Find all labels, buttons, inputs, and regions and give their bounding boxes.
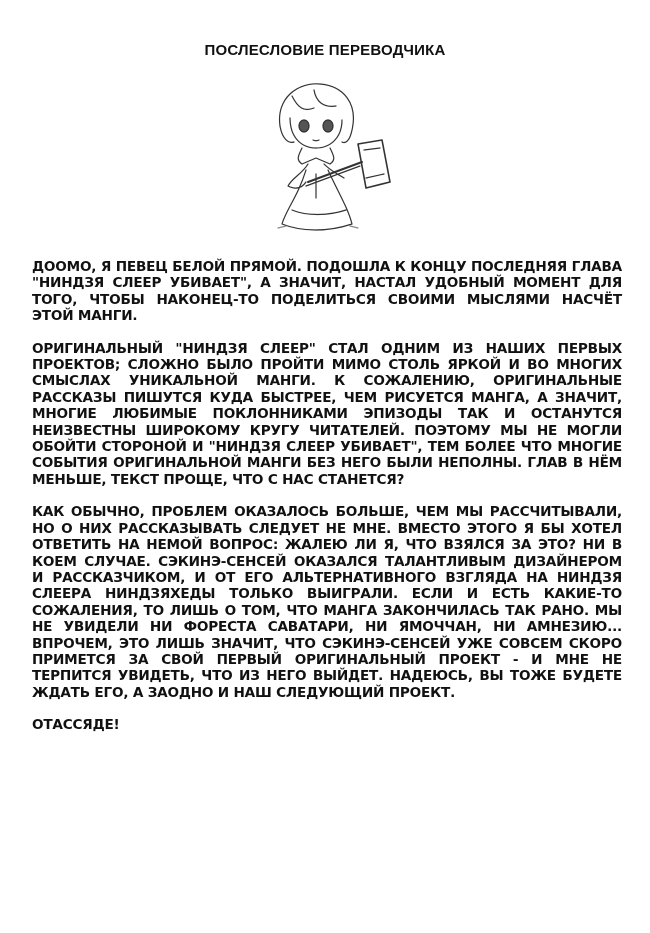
paragraph-2: ОРИГИНАЛЬНЫЙ "НИНДЗЯ СЛЕЕР" СТАЛ ОДНИМ ИЗ НАШИХ ПЕРВЫХ ПРОЕКТОВ; СЛОЖНО БЫЛО ПРОЙТИ МИМО СТОЛЬ ЯРКОЙ И ВО МНОГИХ СМЫСЛАХ УНИКАЛЬНОЙ МАНГИ. К СОЖАЛЕНИЮ, ОРИГИНАЛЬНЫЕ РАССКАЗЫ ПИШУТСЯ КУДА БЫСТРЕЕ, ЧЕМ РИСУЕТСЯ МАНГА, А ЗНАЧИТ, МНОГИЕ ЛЮБИМЫЕ ПОКЛОННИКАМИ ЭПИЗОДЫ ТАК И ОСТАНУТСЯ НЕИЗВЕСТНЫ ШИРОКОМУ КРУГУ ЧИТАТЕЛЕЙ. ПОЭТОМУ МЫ НЕ МОГЛИ ОБОЙТИ СТОРОНОЙ И "НИНДЗЯ СЛЕЕР УБИВАЕТ", ТЕМ БОЛЕЕ ЧТО МНОГИЕ СОБЫТИЯ ОРИГИНАЛЬНОЙ МАНГИ БЕЗ НЕГО БЫЛИ НЕПОЛНЫ. ГЛАВ В НЁМ МЕНЬШЕ, ТЕКСТ ПРОЩЕ, ЧТО С НАС СТАНЕТСЯ?	[32, 340, 622, 488]
paragraph-4: ОТАССЯДЕ!	[32, 717, 120, 734]
page-title: ПОСЛЕСЛОВИЕ ПЕРЕВОДЧИКА	[204, 42, 446, 59]
chibi-girl-with-hammer-icon	[262, 78, 392, 233]
paragraph-1: ДООМО, Я ПЕВЕЦ БЕЛОЙ ПРЯМОЙ. ПОДОШЛА К КОНЦУ ПОСЛЕДНЯЯ ГЛАВА "НИНДЗЯ СЛЕЕР УБИВАЕТ", А ЗНАЧИТ, НАСТАЛ УДОБНЫЙ МОМЕНТ ДЛЯ ТОГО, ЧТОБЫ НАКОНЕЦ-ТО ПОДЕЛИТЬСЯ СВОИМИ МЫСЛЯМИ НАСЧЁТ ЭТОЙ МАНГИ.	[32, 259, 622, 325]
paragraph-3: КАК ОБЫЧНО, ПРОБЛЕМ ОКАЗАЛОСЬ БОЛЬШЕ, ЧЕМ МЫ РАССЧИТЫВАЛИ, НО О НИХ РАССКАЗЫВАТЬ СЛЕДУЕТ НЕ МНЕ. ВМЕСТО ЭТОГО Я БЫ ХОТЕЛ ОТВЕТИТЬ НА НЕМОЙ ВОПРОС: ЖАЛЕЮ ЛИ Я, ЧТО ВЗЯЛСЯ ЗА ЭТО? НИ В КОЕМ СЛУЧАЕ. СЭКИНЭ-СЕНСЕЙ ОКАЗАЛСЯ ТАЛАНТЛИВЫМ ДИЗАЙНЕРОМ И РАССКАЗЧИКОМ, И ОТ ЕГО АЛЬТЕРНАТИВНОГО ВЗГЛЯДА НА НИНДЗЯ СЛЕЕРА НИНДЗЯХЕДЫ ТОЛЬКО ВЫИГРАЛИ. ЕСЛИ И ЕСТЬ КАКИЕ-ТО СОЖАЛЕНИЯ, ТО ЛИШЬ О ТОМ, ЧТО МАНГА ЗАКОНЧИЛАСЬ ТАК РАНО. МЫ НЕ УВИДЕЛИ НИ ФОРЕСТА САВАТАРИ, НИ ЯМОЧЧАН, НИ АМНЕЗИЮ... ВПРОЧЕМ, ЭТО ЛИШЬ ЗНАЧИТ, ЧТО СЭКИНЭ-СЕНСЕЙ УЖЕ СОВСЕМ СКОРО ПРИМЕТСЯ ЗА СВОЙ ПЕРВЫЙ ОРИГИНАЛЬНЫЙ ПРОЕКТ - И МНЕ НЕ ТЕРПИТСЯ УВИДЕТЬ, ЧТО ИЗ НЕГО ВЫЙДЕТ. НАДЕЮСЬ, ВЫ ТОЖЕ БУДЕТЕ ЖДАТЬ ЕГО, А ЗАОДНО И НАШ СЛЕДУЮЩИЙ ПРОЕКТ.	[32, 504, 622, 701]
afterword-text	[32, 259, 622, 750]
